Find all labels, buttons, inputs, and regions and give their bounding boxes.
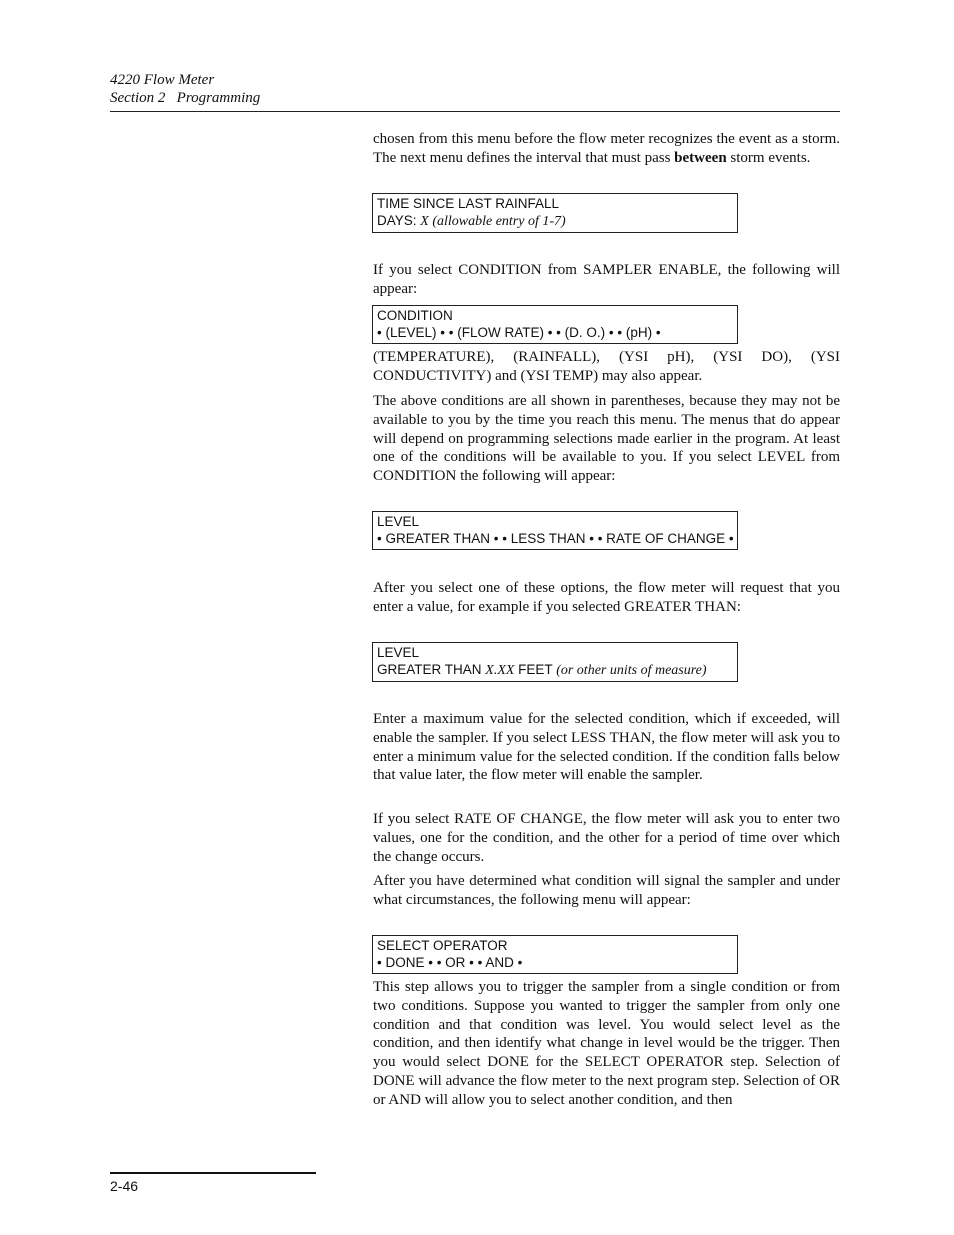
menu-box-options: • DONE • • OR • • AND • <box>377 955 523 970</box>
menu-box-title: LEVEL <box>377 645 420 660</box>
page-number: 2-46 <box>110 1178 139 1194</box>
para7-text: If you select RATE OF CHANGE, the flow meter will ask you to enter two values, one for the condition, and the other for a period of time over which the change occurs. <box>373 811 840 865</box>
menu-box-options: • GREATER THAN • • LESS THAN • • RATE OF CHANGE • <box>377 531 734 546</box>
menu-box-time-since-rainfall <box>372 193 738 233</box>
paragraph-other-conditions <box>373 348 840 386</box>
menu-box-level <box>372 511 738 550</box>
paragraph-condition-intro <box>373 261 840 299</box>
header-section: Section 2 Programming <box>110 90 261 106</box>
menu-box-title: SELECT OPERATOR <box>377 938 508 953</box>
menu-box-value-italic: X.XX <box>485 663 515 678</box>
paragraph-rate-of-change <box>373 810 840 866</box>
menu-box-level-greater-than <box>372 642 738 682</box>
menu-box-part2: FEET <box>514 662 557 677</box>
para3-text: (TEMPERATURE), (RAINFALL), (YSI pH), (YSI DO), (YSI CONDUCTIVITY) and (YSI TEMP) may also appear. <box>373 349 840 384</box>
menu-box-prefix: DAYS: <box>377 213 421 228</box>
para6-text: Enter a maximum value for the selected condition, which if exceeded, will enable the sampler. If you select LESS THAN, the flow meter will ask you to enter a minimum value for the selected condition. If the condition falls below that value later, the flow meter will enable the sampler. <box>373 711 840 784</box>
para4-text: The above conditions are all shown in parentheses, because they may not be available to you by the time you reach this menu. The menus that do appear will depend on programming selections made earlier in the program. At least one of the conditions will be available to you. If you select LEVEL from CONDITION the following will appear: <box>373 393 840 485</box>
menu-box-italic: X (allowable entry of 1-7) <box>420 214 566 229</box>
menu-box-part1: GREATER THAN <box>377 662 486 677</box>
running-header <box>110 71 260 107</box>
footer-rule <box>110 1172 316 1174</box>
menu-box-title: LEVEL <box>377 514 420 529</box>
menu-box-options: • (LEVEL) • • (FLOW RATE) • • (D. O.) • • (pH) • <box>377 325 661 340</box>
menu-box-condition <box>372 305 738 344</box>
menu-box-units-italic: (or other units of measure) <box>556 663 707 678</box>
paragraph-max-min <box>373 710 840 785</box>
paragraph-storm-interval <box>373 130 840 168</box>
paragraph-conditions-explained <box>373 392 840 486</box>
menu-box-select-operator <box>372 935 738 974</box>
para9-text: This step allows you to trigger the sampler from a single condition or from two conditions. Suppose you wanted to trigger the sampler from only one condition and that condition was level. You would select level as the condition, and then identify what change in level would be the trigger. Then you would select DONE for the SELECT OPERATOR step. Selection of DONE will advance the flow meter to the next program step. Selection of OR or AND will allow you to select another condition, and then <box>373 979 840 1108</box>
paragraph-operator-intro <box>373 872 840 910</box>
menu-box-title: TIME SINCE LAST RAINFALL <box>377 196 560 211</box>
para1-bold-between: between <box>674 149 727 166</box>
paragraph-operator-explained <box>373 978 840 1110</box>
para5-text: After you select one of these options, the flow meter will request that you enter a value, for example if you selected GREATER THAN: <box>373 580 840 615</box>
header-title: 4220 Flow Meter <box>110 72 215 88</box>
header-rule <box>110 111 840 112</box>
paragraph-enter-value <box>373 579 840 617</box>
menu-box-title: CONDITION <box>377 308 453 323</box>
para1-text-a: chosen from this menu before the flow meter recognizes the event as a storm. The next menu defines the interval that must pass <box>373 131 840 166</box>
para8-text: After you have determined what condition will signal the sampler and under what circumstances, the following menu will appear: <box>373 873 840 908</box>
para2-text: If you select CONDITION from SAMPLER ENABLE, the following will appear: <box>373 262 840 297</box>
para1-text-c: storm events. <box>726 149 811 166</box>
